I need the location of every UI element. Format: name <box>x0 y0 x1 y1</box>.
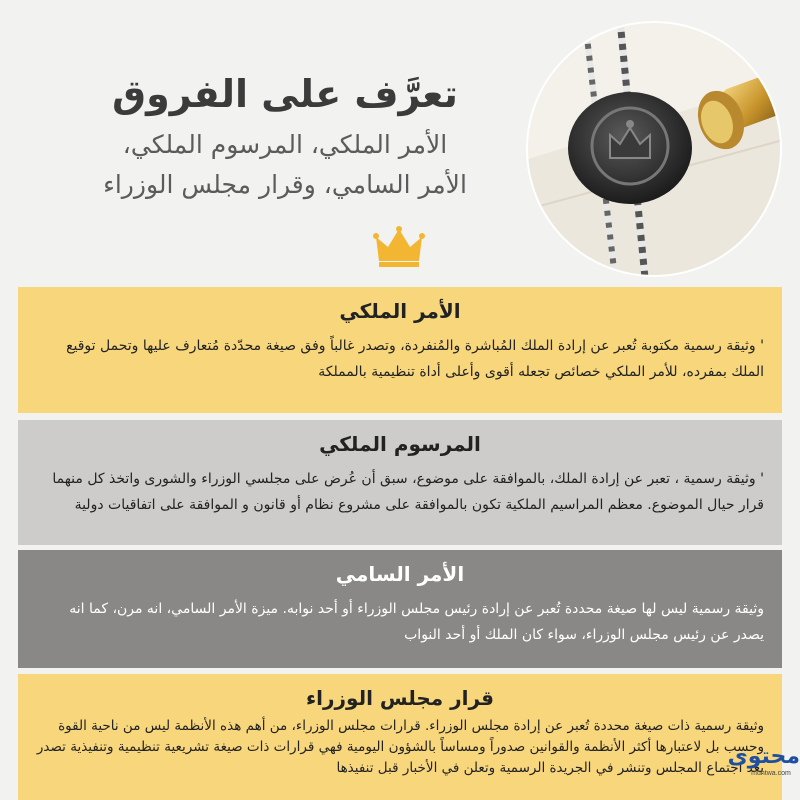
crown-icon <box>373 225 425 269</box>
watermark-brand: محتوى <box>727 744 800 769</box>
section-cabinet-decision <box>18 674 782 800</box>
section-high-order <box>18 550 782 668</box>
section-title: الأمر السامي <box>335 562 465 586</box>
section-title: الأمر الملكي <box>339 299 461 323</box>
section-body: وثيقة رسمية ذات صيغة محددة تُعبر عن إرادة مجلس الوزراء. قرارات مجلس الوزراء، من أهم هذه الأنظمة ليس من ناحية القوة وحسب بل لاعتبارها أكثر الأنظمة والقوانين صدوراً ومساساً بالشؤون اليومية فهي قرارات ذات صيغة تشريعية تنظيمية وتنفيذية تصدر بعد اجتماع المجلس وتنشر في الجريدة الرسمية وتعلن في الأخبار قبل تنفيذها <box>36 718 764 776</box>
wax-seal-image <box>525 20 783 278</box>
section-body: وثيقة رسمية ليس لها صيغة محددة تُعبر عن إرادة رئيس مجلس الوزراء أو أحد نوابه. ميزة الأمر السامي، انه مرن، كما انه يصدر عن رئيس مجلس الوزراء، سواء كان الملك أو أحد النواب <box>69 601 764 643</box>
subtitle-line-1: الأمر الملكي، المرسوم الملكي، <box>122 130 448 159</box>
section-body: ' وثيقة رسمية مكتوبة تُعبر عن إرادة الملك المُباشرة والمُنفردة، وتصدر غالباً وفق صيغة محدّدة مُتعارف عليها وتحمل توقيع الملك بمفرده، للأمر الملكي خصائص تجعله أقوى وأعلى أداة تنظيمية بالمملكة <box>66 338 764 380</box>
section-title: قرار مجلس الوزراء <box>305 686 495 710</box>
section-royal-decree <box>18 420 782 545</box>
watermark-logo <box>727 742 800 800</box>
page-title: تعرَّف على الفروق <box>112 72 458 116</box>
watermark-domain: muhtwa.com <box>751 770 791 777</box>
subtitle-line-2: الأمر السامي، وقرار مجلس الوزراء <box>103 170 467 199</box>
section-body: ' وثيقة رسمية ، تعبر عن إرادة الملك، بالموافقة على موضوع، سبق أن عُرض على مجلسي الوزراء والشورى واتخذ كل منهما قرار حيال الموضوع. معظم المراسيم الملكية تكون بالموافقة على مشروع نظام أو قانون و الموافقة على اتفاقيات دولية <box>52 471 764 513</box>
section-title: المرسوم الملكي <box>319 432 481 456</box>
page-subtitle <box>70 125 500 205</box>
section-royal-order <box>18 287 782 413</box>
